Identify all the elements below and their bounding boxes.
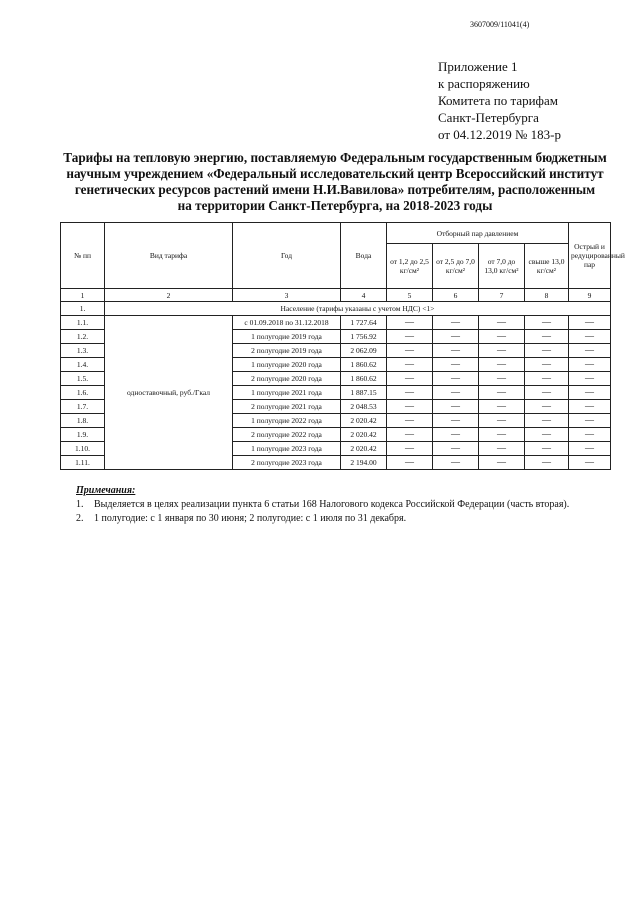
section-label: Население (тарифы указаны с учетом НДС) <1>: [105, 302, 611, 316]
header-row: [61, 223, 611, 244]
empty-dash-cell: —: [387, 414, 433, 428]
title-line: научным учреждением «Федеральный исследовательский центр Всероссийский институт: [66, 166, 604, 181]
row-num: 1.2.: [61, 330, 105, 344]
row-water: 2 020.42: [341, 428, 387, 442]
header-num: № пп: [61, 223, 105, 289]
empty-dash-cell: —: [433, 344, 479, 358]
title-line: на территории Санкт-Петербурга, на 2018-2023 годы: [177, 198, 493, 213]
row-water: 1 860.62: [341, 372, 387, 386]
document-title: [60, 150, 610, 214]
column-number: 7: [479, 289, 525, 302]
row-water: 1 756.92: [341, 330, 387, 344]
column-number: 9: [569, 289, 611, 302]
empty-dash-cell: —: [433, 428, 479, 442]
column-number: 5: [387, 289, 433, 302]
empty-dash-cell: —: [387, 442, 433, 456]
row-year: 2 полугодие 2023 года: [233, 456, 341, 470]
empty-dash-cell: —: [387, 386, 433, 400]
row-year: 1 полугодие 2019 года: [233, 330, 341, 344]
note-text: Выделяется в целях реализации пункта 6 статьи 168 Налогового кодекса Российской Федерации (часть вторая).: [94, 499, 570, 510]
appendix-line: Санкт-Петербурга: [438, 110, 539, 125]
empty-dash-cell: —: [525, 372, 569, 386]
empty-dash-cell: —: [569, 358, 611, 372]
row-year: 1 полугодие 2021 года: [233, 386, 341, 400]
empty-dash-cell: —: [569, 400, 611, 414]
empty-dash-cell: —: [569, 386, 611, 400]
empty-dash-cell: —: [479, 428, 525, 442]
empty-dash-cell: —: [387, 330, 433, 344]
section-row: [61, 302, 611, 316]
empty-dash-cell: —: [569, 316, 611, 330]
header-sharp-steam: Острый и редуцированный пар: [569, 223, 611, 289]
section-num: 1.: [61, 302, 105, 316]
row-num: 1.9.: [61, 428, 105, 442]
empty-dash-cell: —: [525, 330, 569, 344]
row-num: 1.8.: [61, 414, 105, 428]
title-line: Тарифы на тепловую энергию, поставляемую Федеральным государственным бюджетным: [63, 150, 607, 165]
table-row: [61, 316, 611, 330]
empty-dash-cell: —: [387, 400, 433, 414]
tariff-type-cell: одноставочный, руб./Гкал: [105, 316, 233, 470]
row-year: 1 полугодие 2020 года: [233, 358, 341, 372]
column-number-row: [61, 289, 611, 302]
row-num: 1.6.: [61, 386, 105, 400]
appendix-line: к распоряжению: [438, 76, 530, 91]
appendix-line: Приложение 1: [438, 59, 518, 74]
column-number: 3: [233, 289, 341, 302]
column-number: 4: [341, 289, 387, 302]
note-number: 1.: [76, 499, 84, 510]
empty-dash-cell: —: [525, 344, 569, 358]
empty-dash-cell: —: [525, 386, 569, 400]
empty-dash-cell: —: [479, 344, 525, 358]
header-water: Вода: [341, 223, 387, 289]
row-num: 1.4.: [61, 358, 105, 372]
empty-dash-cell: —: [433, 456, 479, 470]
empty-dash-cell: —: [569, 456, 611, 470]
note-item: [76, 512, 616, 526]
empty-dash-cell: —: [479, 400, 525, 414]
row-water: 1 727.64: [341, 316, 387, 330]
empty-dash-cell: —: [433, 358, 479, 372]
empty-dash-cell: —: [525, 316, 569, 330]
row-year: 2 полугодие 2020 года: [233, 372, 341, 386]
empty-dash-cell: —: [479, 316, 525, 330]
header-steam-group: Отборный пар давлением: [387, 223, 569, 244]
empty-dash-cell: —: [569, 414, 611, 428]
empty-dash-cell: —: [479, 372, 525, 386]
title-line: генетических ресурсов растений имени Н.И.Вавилова» потребителям, расположенным: [74, 182, 596, 197]
header-steam-4: свыше 13,0 кг/см²: [525, 244, 569, 289]
row-year: 2 полугодие 2021 года: [233, 400, 341, 414]
empty-dash-cell: —: [433, 442, 479, 456]
empty-dash-cell: —: [433, 414, 479, 428]
empty-dash-cell: —: [525, 442, 569, 456]
empty-dash-cell: —: [387, 428, 433, 442]
empty-dash-cell: —: [569, 344, 611, 358]
note-text: 1 полугодие: с 1 января по 30 июня; 2 полугодие: с 1 июля по 31 декабря.: [94, 513, 407, 524]
empty-dash-cell: —: [569, 428, 611, 442]
row-water: 2 020.42: [341, 414, 387, 428]
empty-dash-cell: —: [387, 358, 433, 372]
empty-dash-cell: —: [387, 316, 433, 330]
empty-dash-cell: —: [387, 456, 433, 470]
empty-dash-cell: —: [387, 344, 433, 358]
row-year: 1 полугодие 2022 года: [233, 414, 341, 428]
empty-dash-cell: —: [525, 400, 569, 414]
header-year: Год: [233, 223, 341, 289]
empty-dash-cell: —: [525, 428, 569, 442]
empty-dash-cell: —: [479, 442, 525, 456]
empty-dash-cell: —: [479, 386, 525, 400]
note-number: 2.: [76, 513, 84, 524]
empty-dash-cell: —: [569, 330, 611, 344]
header-tariff-type: Вид тарифа: [105, 223, 233, 289]
row-water: 2 048.53: [341, 400, 387, 414]
header-steam-3: от 7,0 до 13,0 кг/см²: [479, 244, 525, 289]
row-num: 1.1.: [61, 316, 105, 330]
row-year: 2 полугодие 2022 года: [233, 428, 341, 442]
row-num: 1.11.: [61, 456, 105, 470]
empty-dash-cell: —: [525, 456, 569, 470]
appendix-block: [438, 58, 561, 143]
row-water: 2 020.42: [341, 442, 387, 456]
row-year: с 01.09.2018 по 31.12.2018: [233, 316, 341, 330]
empty-dash-cell: —: [433, 330, 479, 344]
notes-title: Примечания:: [76, 485, 136, 496]
empty-dash-cell: —: [433, 386, 479, 400]
row-num: 1.5.: [61, 372, 105, 386]
column-number: 6: [433, 289, 479, 302]
note-item: [76, 498, 616, 512]
column-number: 1: [61, 289, 105, 302]
row-year: 1 полугодие 2023 года: [233, 442, 341, 456]
notes-block: [76, 484, 616, 526]
empty-dash-cell: —: [479, 330, 525, 344]
empty-dash-cell: —: [479, 358, 525, 372]
row-water: 1 860.62: [341, 358, 387, 372]
column-number: 2: [105, 289, 233, 302]
row-water: 2 062.09: [341, 344, 387, 358]
empty-dash-cell: —: [569, 372, 611, 386]
empty-dash-cell: —: [433, 372, 479, 386]
empty-dash-cell: —: [433, 316, 479, 330]
appendix-line: Комитета по тарифам: [438, 93, 558, 108]
empty-dash-cell: —: [525, 358, 569, 372]
empty-dash-cell: —: [387, 372, 433, 386]
tariff-rows: [61, 316, 611, 470]
row-num: 1.7.: [61, 400, 105, 414]
document-number: 3607009/11041(4): [470, 20, 530, 29]
header-steam-2: от 2,5 до 7,0 кг/см²: [433, 244, 479, 289]
appendix-line: от 04.12.2019 № 183-р: [438, 127, 561, 142]
empty-dash-cell: —: [479, 414, 525, 428]
row-year: 2 полугодие 2019 года: [233, 344, 341, 358]
header-steam-1: от 1,2 до 2,5 кг/см²: [387, 244, 433, 289]
tariff-table: [60, 222, 625, 470]
column-number: 8: [525, 289, 569, 302]
empty-dash-cell: —: [569, 442, 611, 456]
row-num: 1.10.: [61, 442, 105, 456]
empty-dash-cell: —: [525, 414, 569, 428]
row-water: 2 194.00: [341, 456, 387, 470]
empty-dash-cell: —: [433, 400, 479, 414]
row-num: 1.3.: [61, 344, 105, 358]
empty-dash-cell: —: [479, 456, 525, 470]
row-water: 1 887.15: [341, 386, 387, 400]
